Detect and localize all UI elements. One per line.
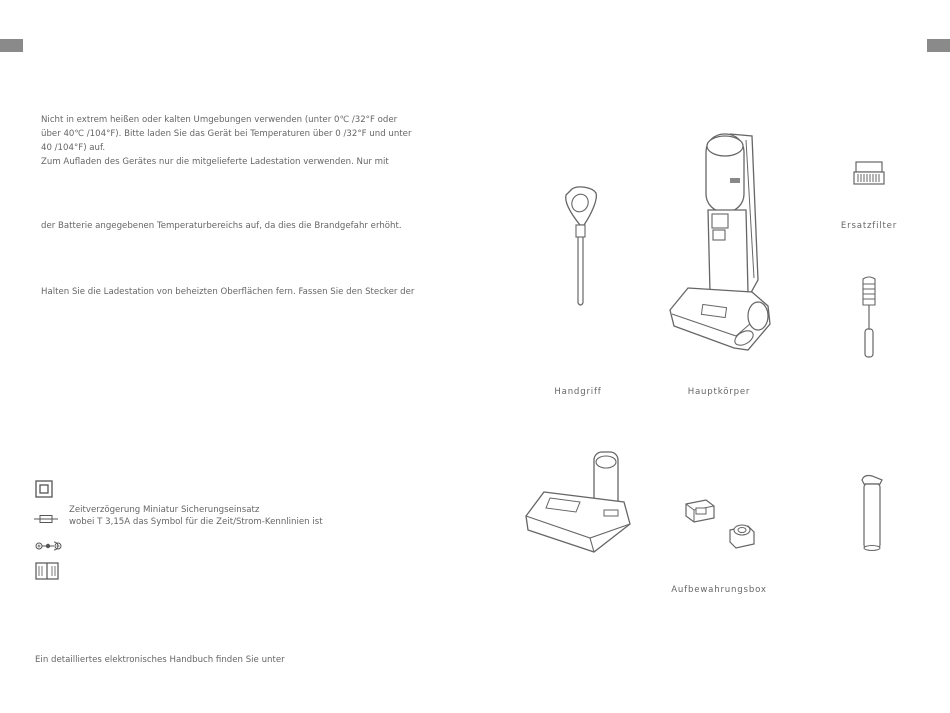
charging-station-heat-paragraph: Halten Sie die Ladestation von beheizten Oberflächen fern. Fassen Sie den Stecker der bbox=[41, 287, 415, 297]
handle-illustration bbox=[560, 185, 600, 307]
read-manual-icon bbox=[34, 561, 60, 581]
temperature-line-1: Nicht in extrem heißen oder kalten Umgebungen verwenden (unter 0℃ /32°F oder bbox=[41, 115, 398, 125]
double-insulation-icon bbox=[34, 479, 54, 499]
polarity-icon bbox=[34, 539, 62, 553]
cleaning-brush-illustration bbox=[860, 275, 878, 361]
filter-illustration bbox=[852, 160, 886, 188]
charging-dock-illustration bbox=[524, 450, 634, 558]
electronic-manual-note: Ein detailliertes elektronisches Handbuch finden Sie unter bbox=[35, 655, 285, 665]
fuse-icon bbox=[34, 513, 58, 525]
fuse-description bbox=[69, 504, 323, 528]
page-tab-right bbox=[927, 39, 950, 52]
page-tab-left bbox=[0, 39, 23, 52]
fuse-description-line-1: Zeitverzögerung Miniatur Sicherungseinsatz bbox=[69, 505, 260, 515]
handle-label: Handgriff bbox=[554, 387, 602, 397]
temperature-line-3: 40 /104°F) auf. bbox=[41, 143, 106, 153]
battery-temperature-paragraph: der Batterie angegebenen Temperaturbereichs auf, da dies die Brandgefahr erhöht. bbox=[41, 221, 402, 231]
charging-station-line: Zum Aufladen des Gerätes nur die mitgelieferte Ladestation verwenden. Nur mit bbox=[41, 157, 389, 167]
storage-box-illustration bbox=[682, 496, 756, 554]
main-body-label: Hauptkörper bbox=[687, 387, 751, 397]
vacuum-body-illustration bbox=[668, 130, 774, 358]
storage-box-label: Aufbewahrungsbox bbox=[671, 585, 767, 595]
temperature-line-2: über 40℃ /104°F). Bitte laden Sie das Gerät bei Temperaturen über 0 /32°F und unter bbox=[41, 129, 412, 139]
fuse-description-line-2: wobei T 3,15A das Symbol für die Zeit/Strom-Kennlinien ist bbox=[69, 517, 323, 527]
temperature-warning-paragraph bbox=[41, 113, 411, 169]
filter-label: Ersatzfilter bbox=[840, 221, 898, 231]
cleaning-solution-tube-illustration bbox=[860, 474, 884, 552]
